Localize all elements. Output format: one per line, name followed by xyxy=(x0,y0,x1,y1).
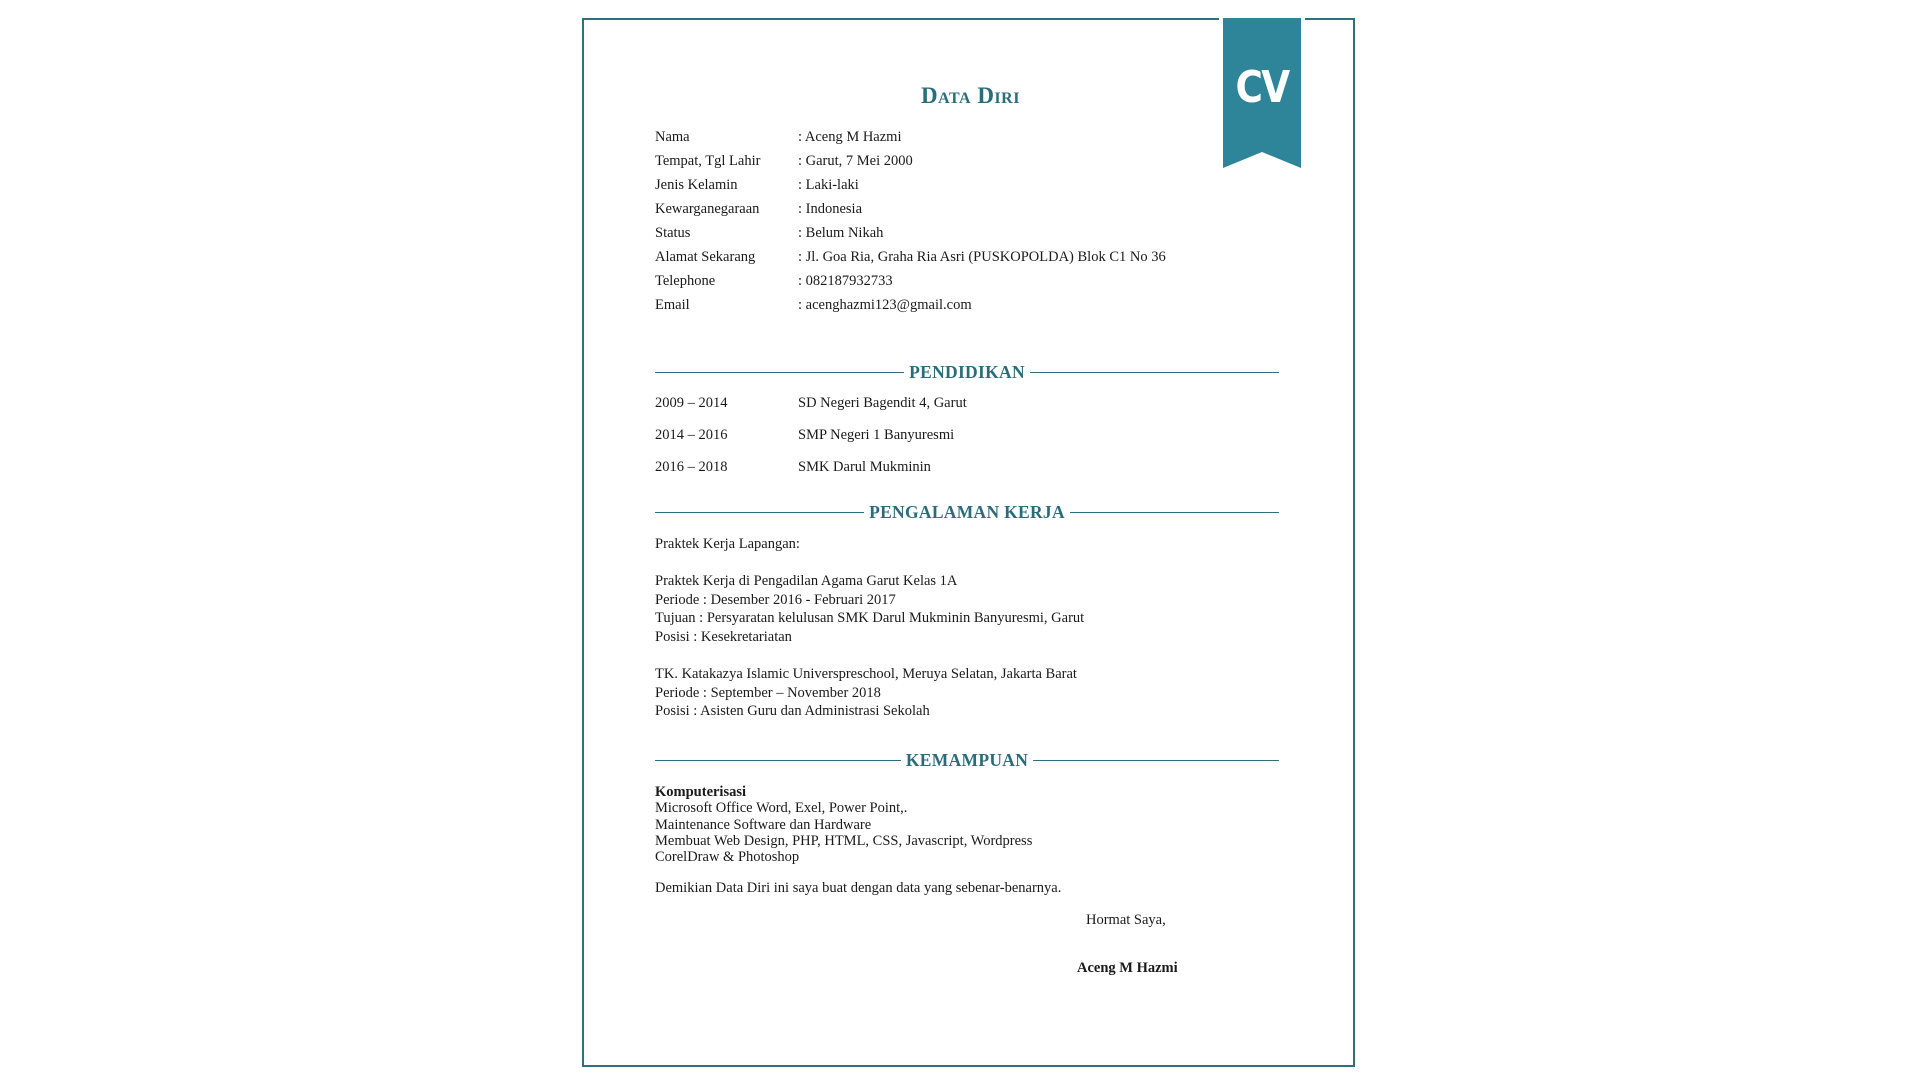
section-title: KEMAMPUAN xyxy=(905,750,1029,770)
field-label: Status xyxy=(655,225,691,241)
divider-line xyxy=(1030,372,1279,373)
field-label: Kewarganegaraan xyxy=(655,201,760,217)
experience-purpose: Tujuan : Persyaratan kelulusan SMK Darul Mukminin Banyuresmi, Garut xyxy=(655,610,1085,626)
cv-badge-text: CV xyxy=(1235,62,1289,113)
section-header-experience xyxy=(655,502,1279,523)
personal-row-nationality xyxy=(655,197,1166,221)
education-years: 2016 – 2018 xyxy=(655,459,728,475)
education-school: SD Negeri Bagendit 4, Garut xyxy=(798,395,967,411)
personal-row-birth xyxy=(655,149,1166,173)
field-value: : Aceng M Hazmi xyxy=(798,129,902,145)
experience-position: Posisi : Asisten Guru dan Administrasi Sekolah xyxy=(655,703,930,719)
skill-item: CorelDraw & Photoshop xyxy=(655,849,800,866)
field-value: : 082187932733 xyxy=(798,273,893,289)
experience-period: Periode : Desember 2016 - Februari 2017 xyxy=(655,591,896,608)
experience-item xyxy=(655,665,1077,721)
field-label: Alamat Sekarang xyxy=(655,249,756,265)
education-item xyxy=(655,395,967,412)
divider-line xyxy=(655,512,864,513)
education-school: SMK Darul Mukminin xyxy=(798,459,931,475)
personal-row-name xyxy=(655,125,1166,149)
field-label: Telephone xyxy=(655,273,716,289)
experience-place: TK. Katakazya Islamic Universpreschool, Meruya Selatan, Jakarta Barat xyxy=(655,666,1077,682)
field-value: : Laki-laki xyxy=(798,177,859,193)
skills-heading: Komputerisasi xyxy=(655,784,747,800)
signer-name: Aceng M Hazmi xyxy=(1077,960,1178,976)
experience-period: Periode : September – November 2018 xyxy=(655,684,881,701)
education-item xyxy=(655,459,931,476)
field-value: : Jl. Goa Ria, Graha Ria Asri (PUSKOPOLDA) Blok C1 No 36 xyxy=(798,249,1166,265)
skill-item: Maintenance Software dan Hardware xyxy=(655,816,872,833)
personal-row-telephone xyxy=(655,269,1166,293)
divider-line xyxy=(655,372,904,373)
personal-row-status xyxy=(655,221,1166,245)
experience-item xyxy=(655,572,1084,646)
skill-item: Microsoft Office Word, Exel, Power Point,. xyxy=(655,800,908,817)
personal-row-gender xyxy=(655,173,1166,197)
experience-place: Praktek Kerja di Pengadilan Agama Garut Kelas 1A xyxy=(655,573,958,589)
experience-intro: Praktek Kerja Lapangan: xyxy=(655,536,800,552)
field-value: : Garut, 7 Mei 2000 xyxy=(798,153,913,169)
field-label: Tempat, Tgl Lahir xyxy=(655,153,761,169)
skill-item: Membuat Web Design, PHP, HTML, CSS, Javascript, Wordpress xyxy=(655,832,1033,849)
field-value: : Indonesia xyxy=(798,201,863,217)
divider-line xyxy=(1033,760,1279,761)
education-years: 2009 – 2014 xyxy=(655,395,728,411)
education-school: SMP Negeri 1 Banyuresmi xyxy=(798,427,955,443)
personal-row-address xyxy=(655,245,1166,269)
divider-line xyxy=(655,760,901,761)
skills-list xyxy=(655,784,1032,865)
field-value: : acenghazmi123@gmail.com xyxy=(798,297,972,313)
field-label: Jenis Kelamin xyxy=(655,177,738,193)
section-title: PENGALAMAN KERJA xyxy=(869,502,1065,522)
cv-document-page xyxy=(582,18,1355,1067)
personal-row-email xyxy=(655,293,1166,317)
section-header-skills xyxy=(655,750,1279,771)
section-header-education xyxy=(655,362,1279,383)
personal-data-list xyxy=(655,125,1166,317)
section-title: PENDIDIKAN xyxy=(909,362,1025,382)
divider-line xyxy=(1070,512,1279,513)
education-years: 2014 – 2016 xyxy=(655,427,728,443)
field-label: Nama xyxy=(655,129,690,145)
field-value: : Belum Nikah xyxy=(798,225,884,241)
education-item xyxy=(655,427,954,444)
field-label: Email xyxy=(655,297,690,313)
experience-position: Posisi : Kesekretariatan xyxy=(655,628,792,645)
regards-text: Hormat Saya, xyxy=(1086,912,1166,928)
page-title: Data Diri xyxy=(921,83,1020,108)
closing-statement: Demikian Data Diri ini saya buat dengan data yang sebenar-benarnya. xyxy=(655,880,1062,896)
